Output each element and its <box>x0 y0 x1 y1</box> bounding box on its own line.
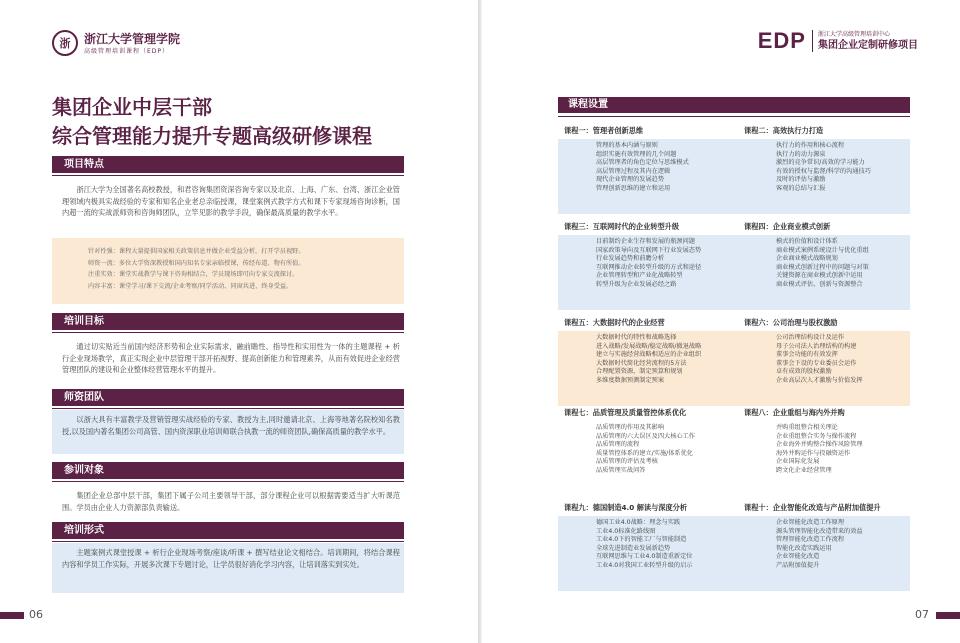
features-text: 浙江大学为全国著名高校教授，和君咨询集团资深咨询专家以及北京、上海、广东、台湾、浙江企业管理领域内极具实战经验的专家和知名企业老总亲临授课，课堂案例式教学方式和课下专家现场咨询诊断，国内超一流的实战派师资和咨询师团队，立竿见影的教学手段，确保最高质量的教学水平。 <box>62 185 400 217</box>
course-topic: 互联网思维与工业4.0制造重新定位 <box>596 553 693 561</box>
course-topic: 品质管理的作用及其影响 <box>596 424 665 431</box>
goal-text: 通过切实贴近当前国内经济形势和企业实际需求，融前瞻性、指导性和实用性为一体的主题课程 + 析行企业现场教学，真正实现企业中层管理干部开拓视野、提高创新能力和管理素养，从而有效促进企业经营管理团队的建设和企业整体经营管理水平的提升。 <box>62 342 400 374</box>
course-topic: 合理配置资源，制定预算和规划 <box>596 368 683 376</box>
course-topic: 跨文化企业经营管理 <box>776 466 832 474</box>
course-topic: 管理的基本内涵与原则 <box>596 142 658 149</box>
course-topic: 工业4.0对我国工业转型升级的启示 <box>596 561 693 569</box>
course-topic: 管理创新思维的建立和运用 <box>596 184 671 192</box>
course-topic: 企业商业模式战略规划 <box>776 255 838 263</box>
course-title: 课程七：品质管理及质量管控体系优化 <box>564 408 687 417</box>
course-topic: 国家政策导向及互联网下行业发展态势 <box>596 246 702 254</box>
page-bar <box>936 612 960 619</box>
course-topic: 转型升级为企业发展必经之路 <box>596 280 677 288</box>
course-topic: 董事会下设的专业委员会运作 <box>776 359 857 367</box>
features-note: 针对性强：课程大量提供国家相关政策信息并做企业受益分析，打开学员视野。 <box>88 248 305 255</box>
course-title: 课程六：公司治理与股权激励 <box>744 318 838 327</box>
course-topic: 品质管理实战问答 <box>596 466 646 474</box>
program-name: 集团企业定制研修项目 <box>818 39 918 51</box>
course-topic: 全球先进制造业发展新趋势 <box>596 544 671 552</box>
course-topic: 商业模式创新过程中的问题与对策 <box>776 263 869 271</box>
page-number-right: 07 <box>915 608 929 621</box>
features-note-box <box>52 238 404 304</box>
features-note: 注重实效：课堂实战教学与课下咨询相结合，学员现场即可向专家交流探讨。 <box>88 271 299 278</box>
course-topic: 现代企业管理的发展趋势 <box>596 176 665 184</box>
course-topics <box>596 142 689 194</box>
page-bar <box>0 612 24 619</box>
course-topic: 执行力的作用和核心流程 <box>776 142 845 149</box>
school-logo <box>52 30 180 56</box>
course-topic: 进入战略/发展战略/稳定战略/撤退战略 <box>596 342 702 350</box>
faculty-text: 以浙大具有丰富教学及营销管理实战经验的专家、教授为主,同时邀请北京、上海等地著名院校知名教授,以及国内著名集团公司高管、国内资深职业培训师联合执教一流的师资团队,确保高质量的教学水平。 <box>52 410 404 454</box>
course-topic: 品质管理的评估及考核 <box>596 458 658 466</box>
course-topic: 企业智能化改造工作原理 <box>776 519 845 526</box>
course-row <box>558 222 910 312</box>
course-title: 课程五：大数据时代的企业经营 <box>564 318 665 327</box>
course-topic: 品质管理的流程 <box>596 441 640 449</box>
center-name: 浙江大学高级管理培训中心 <box>818 30 891 38</box>
course-topics <box>596 424 695 476</box>
course-topic: 产品附加值提升 <box>776 561 820 569</box>
section-title-goal: 培训目标 <box>64 316 104 327</box>
course-topics <box>776 238 869 290</box>
course-topic: 母子公司法人治理结构的构建 <box>776 342 857 350</box>
course-topic: 执行力的动力源泉 <box>776 150 826 158</box>
course-topic: 多维度数据预测制定预案 <box>596 376 665 384</box>
section-title-faculty: 师资团队 <box>64 392 104 403</box>
course-topic: 品质管理的六大误区及四大核心工作 <box>596 432 695 440</box>
page-number-left: 06 <box>29 608 43 621</box>
course-topic: 关键资源在商业模式创新中运用 <box>776 272 863 280</box>
course-topic: 商业模式评估、创新与资源整合 <box>776 280 863 288</box>
course-topic: 公司治理结构设计及运作 <box>776 334 845 341</box>
course-topic: 质量管控体系的建立/实施/体系优化 <box>596 449 693 457</box>
section-header-audience <box>52 462 404 479</box>
course-topic: 企业高层次人才激励与价值发挥 <box>776 376 863 384</box>
course-row <box>558 318 910 408</box>
format-text: 主题案例式课堂授课 + 析行企业现场考察/座谈/听课 + 撰写结业论文相结合。培训期间，将结合课程内容和学员工作实际，开展多次课下专题讨论，让学员很好消化学习内容，让培训落实到实处。 <box>52 543 404 593</box>
course-row <box>558 126 910 216</box>
course-topic: 董事会功能的有效发挥 <box>776 351 838 359</box>
course-topics <box>776 142 871 194</box>
course-topic: 有效的授权与监督/科学的沟通技巧 <box>776 167 871 175</box>
course-title: 课程十：企业智能化改造与产品附加值提升 <box>744 503 881 512</box>
course-topic: 德国工业4.0战略：理念与实践 <box>596 519 681 526</box>
section-title-format: 培训形式 <box>64 525 104 536</box>
edp-mark: EDP <box>757 28 806 53</box>
course-topic: 互联网推动企业转型升级的方式和途径 <box>596 263 702 271</box>
course-topic: 企业重组整合实务与操作流程 <box>776 432 857 440</box>
course-topic: 企业智能化改造 <box>776 553 820 561</box>
section-header-faculty <box>52 389 404 406</box>
course-topic: 卓有成效的股权激励 <box>776 368 832 376</box>
course-topic: 建立与实施经营战略相适应的企业组织 <box>596 351 702 359</box>
section-header-format <box>52 522 404 539</box>
course-topic: 目前制约企业生存和发展的瓶颈问题 <box>596 238 695 245</box>
section-header-courses <box>558 97 910 113</box>
audience-text: 集团企业总部中层干部，集团下属子公司主要领导干部，部分课程企业可以根据需要适当扩大听课范围。学员由企业人力资源部负责输送。 <box>62 491 400 512</box>
course-topic: 组织实施有效管理的几个问题 <box>596 150 677 158</box>
course-topic: 行业发展趋势和前瞻分析 <box>596 255 665 263</box>
course-title: 课程二：高效执行力打造 <box>744 126 824 135</box>
course-topic: 并购重组整合相关理论 <box>776 424 838 431</box>
course-topics <box>596 334 701 386</box>
course-topic: 源头管理智能化改造带来的效益 <box>776 527 863 535</box>
course-row <box>558 503 910 593</box>
section-title-features: 项目特点 <box>64 159 104 170</box>
course-topic: 工业4.0下的智能工厂与智能制造 <box>596 536 687 544</box>
course-topic: 智能化改造实践运用 <box>776 544 832 552</box>
course-topic: 管理智能化改造工作流程 <box>776 536 845 544</box>
left-page <box>0 0 478 643</box>
course-topic: 客观的总结与汇报 <box>776 184 826 192</box>
course-topic: 高层管理者的角色定位与思维模式 <box>596 159 689 167</box>
course-topic: 大数据时代的特性和战略选择 <box>596 334 677 341</box>
course-title: 课程八：企业重组与海内外并购 <box>744 408 845 417</box>
course-topic: 商业模式案例系统设计与优化重组 <box>776 246 869 254</box>
course-title: 课程四：企业商业模式创新 <box>744 222 831 231</box>
course-topic: 海外并购运作与投融资运作 <box>776 449 851 457</box>
page-title <box>52 93 372 151</box>
course-topic: 模式的价值和设计体系 <box>776 238 838 245</box>
course-row <box>558 408 910 498</box>
course-topic: 激烈的竞争常识/高效的学习能力 <box>776 159 865 167</box>
course-topic: 企业国际化发展 <box>776 458 820 466</box>
school-subtitle: 高级管理培训课程（EDP） <box>84 47 170 55</box>
section-header-features <box>52 156 404 173</box>
features-note: 师资一流：多位大学资深教授和国内知名专家亲临授课，传经布道、物有所值。 <box>88 259 305 267</box>
section-header-goal <box>52 313 404 330</box>
course-title: 课程三：互联网时代的企业转型升级 <box>564 222 680 231</box>
school-name: 浙江大学管理学院 <box>84 31 181 46</box>
section-title-courses: 课程设置 <box>568 99 608 110</box>
course-topics <box>776 334 863 386</box>
course-title: 课程九：德国制造4.0 解读与深度分析 <box>564 503 688 512</box>
course-topic: 及时的评估与激励 <box>776 176 826 184</box>
course-topic: 大数据时代简化经营流程的5方法 <box>596 359 687 367</box>
page-title-line1: 集团企业中层干部 <box>52 95 212 119</box>
course-topic: 高层管理过程及其内在逻辑 <box>596 167 671 175</box>
section-title-audience: 参训对象 <box>64 465 104 476</box>
course-topics <box>776 519 863 571</box>
course-topic: 企业管理转型和产业化战略转型 <box>596 272 683 280</box>
course-topics <box>776 424 863 476</box>
right-page <box>482 0 960 643</box>
course-title: 课程一：管理者创新思维 <box>564 126 644 135</box>
edp-logo <box>758 28 918 54</box>
course-topic: 工业4.0标准化路线图 <box>596 527 656 535</box>
page-title-line2: 综合管理能力提升专题高级研修课程 <box>52 124 372 148</box>
course-topics <box>596 519 692 571</box>
features-note: 内容丰富：课堂学习/课下交流/企业考察/同学活动、同窗共进、终身受益。 <box>88 282 293 290</box>
course-topics <box>596 238 701 290</box>
school-seal-icon: 浙 <box>52 30 78 56</box>
course-topic: 企业海外并购整合操作风险管理 <box>776 441 863 449</box>
